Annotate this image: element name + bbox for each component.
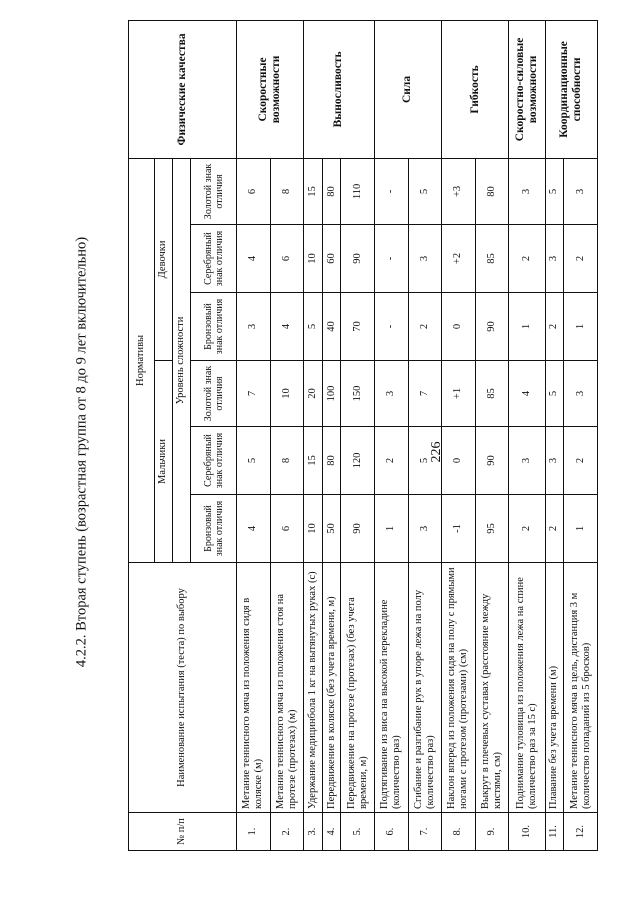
table-row [545,20,564,850]
norm-value: +2 [442,225,476,293]
norm-value: 2 [509,495,545,563]
norm-value: 3 [564,158,598,224]
table-row [509,20,545,850]
table-row [374,20,408,850]
row-number: 7. [408,813,442,851]
norm-value: 4 [237,495,271,563]
row-number: 8. [442,813,476,851]
row-number: 9. [475,813,509,851]
norm-value: 110 [341,158,375,224]
norm-value: 5 [408,158,442,224]
norm-value: 10 [304,225,323,293]
norm-value: 4 [237,225,271,293]
row-number: 6. [374,813,408,851]
norm-value: 6 [237,158,271,224]
table-row [442,20,476,850]
norm-value: 80 [475,158,509,224]
header-boys-gold: Золотой знак отличия [191,361,237,427]
section-title: 4.2.2. Вторая ступень (возрастная группа от 8 до 9 лет включительно) [73,236,90,668]
quality-coordination: Координационные способности [545,20,597,158]
norm-value: 2 [545,495,564,563]
norm-value: 95 [475,495,509,563]
norm-value: 3 [408,225,442,293]
norm-value: 8 [270,427,304,495]
row-number: 12. [564,813,598,851]
norm-value: 3 [509,427,545,495]
header-boys-silver: Серебряный знак отличия [191,427,237,495]
norm-value: 5 [304,293,323,361]
header-girls-silver: Серебряный знак отличия [191,225,237,293]
norm-value: 3 [374,361,408,427]
test-name: Передвижение на протезе (протезах) (без учета времени, м) [341,563,375,813]
header-boys-bronze: Бронзовый знак отличия [191,495,237,563]
norm-value: 150 [341,361,375,427]
test-name: Плавание без учета времени (м) [545,563,564,813]
norm-value: 3 [408,495,442,563]
norm-value: 2 [545,293,564,361]
norm-value: 50 [322,495,341,563]
norm-value: 100 [322,361,341,427]
test-name: Метание теннисного мяча из положения сидя в коляске (м) [237,563,271,813]
norm-value: 7 [408,361,442,427]
norm-value: - [374,158,408,224]
norm-value: 10 [304,495,323,563]
norm-value: 5 [408,427,442,495]
header-difficulty-level: Уровень сложности [173,158,191,562]
norm-value: 10 [270,361,304,427]
test-name: Удержание медицинбола 1 кг на вытянутых руках (с) [304,563,323,813]
norm-value: - [374,225,408,293]
row-number: 2. [270,813,304,851]
quality-speed: Скоростные возможности [237,20,304,158]
norm-value: 7 [237,361,271,427]
quality-endurance: Выносливость [304,20,375,158]
header-girls-gold: Золотой знак отличия [191,158,237,224]
norm-value: 4 [509,361,545,427]
norm-value: 85 [475,361,509,427]
norm-value: +3 [442,158,476,224]
norm-value: 90 [475,427,509,495]
norm-value: -1 [442,495,476,563]
norm-value: 1 [564,293,598,361]
norm-value: 8 [270,158,304,224]
norm-value: 90 [475,293,509,361]
norm-value: 85 [475,225,509,293]
header-boys: Мальчики [155,361,173,563]
test-name: Выкрут в плечевых суставах (расстояние между кистями, см) [475,563,509,813]
row-number: 11. [545,813,564,851]
norm-value: 6 [270,495,304,563]
test-name: Метание теннисного мяча в цель, дистанция 3 м (количество попаданий из 5 бросков) [564,563,598,813]
quality-strength: Сила [374,20,441,158]
norms-table [128,20,598,851]
header-test-name: Наименование испытания (теста) по выбору [129,563,237,813]
norm-value: 60 [322,225,341,293]
norm-value: 2 [509,225,545,293]
norm-value: 80 [322,427,341,495]
norm-value: 90 [341,495,375,563]
norm-value: 2 [408,293,442,361]
norm-value: 4 [270,293,304,361]
norm-value: 1 [564,495,598,563]
norm-value: 0 [442,293,476,361]
page-number: 226 [429,441,444,463]
norm-value: 3 [564,361,598,427]
row-number: 5. [341,813,375,851]
table-row [304,20,323,850]
norm-value: 1 [509,293,545,361]
norm-value: - [374,293,408,361]
norm-value: +1 [442,361,476,427]
test-name: Поднимание туловища из положения лежа на спине (количество раз за 15 с) [509,563,545,813]
norm-value: 2 [564,225,598,293]
row-number: 4. [322,813,341,851]
norm-value: 3 [509,158,545,224]
row-number: 10. [509,813,545,851]
norm-value: 5 [237,427,271,495]
quality-flexibility: Гибкость [442,20,509,158]
norm-value: 2 [374,427,408,495]
table-row [237,20,271,850]
norm-value: 120 [341,427,375,495]
row-number: 3. [304,813,323,851]
norm-value: 80 [322,158,341,224]
test-name: Наклон вперед из положения сидя на полу с прямыми ногами с протезом (протезами) (см) [442,563,476,813]
header-girls-bronze: Бронзовый знак отличия [191,293,237,361]
norm-value: 5 [545,158,564,224]
norm-value: 40 [322,293,341,361]
norm-value: 3 [545,225,564,293]
test-name: Сгибание и разгибание рук в упоре лежа на полу (количество раз) [408,563,442,813]
norm-value: 0 [442,427,476,495]
header-num: № п/п [129,813,237,851]
norm-value: 15 [304,158,323,224]
header-norms: Нормативы [129,158,155,562]
row-number: 1. [237,813,271,851]
norm-value: 70 [341,293,375,361]
test-name: Метание теннисного мяча из положения стоя на протезе (протезах) (м) [270,563,304,813]
norm-value: 1 [374,495,408,563]
test-name: Подтягивание из виса на высокой перекладине (количество раз) [374,563,408,813]
norm-value: 15 [304,427,323,495]
header-physical-qualities: Физические качества [129,20,237,158]
norm-value: 3 [237,293,271,361]
test-name: Передвижение в коляске (без учета времени, м) [322,563,341,813]
norm-value: 2 [564,427,598,495]
norm-value: 6 [270,225,304,293]
header-girls: Девочки [155,158,173,360]
norm-value: 3 [545,427,564,495]
norms-table-wrapper [128,21,598,851]
norm-value: 5 [545,361,564,427]
norm-value: 20 [304,361,323,427]
norm-value: 90 [341,225,375,293]
quality-speed-strength: Скоростно-силовые возможности [509,20,545,158]
